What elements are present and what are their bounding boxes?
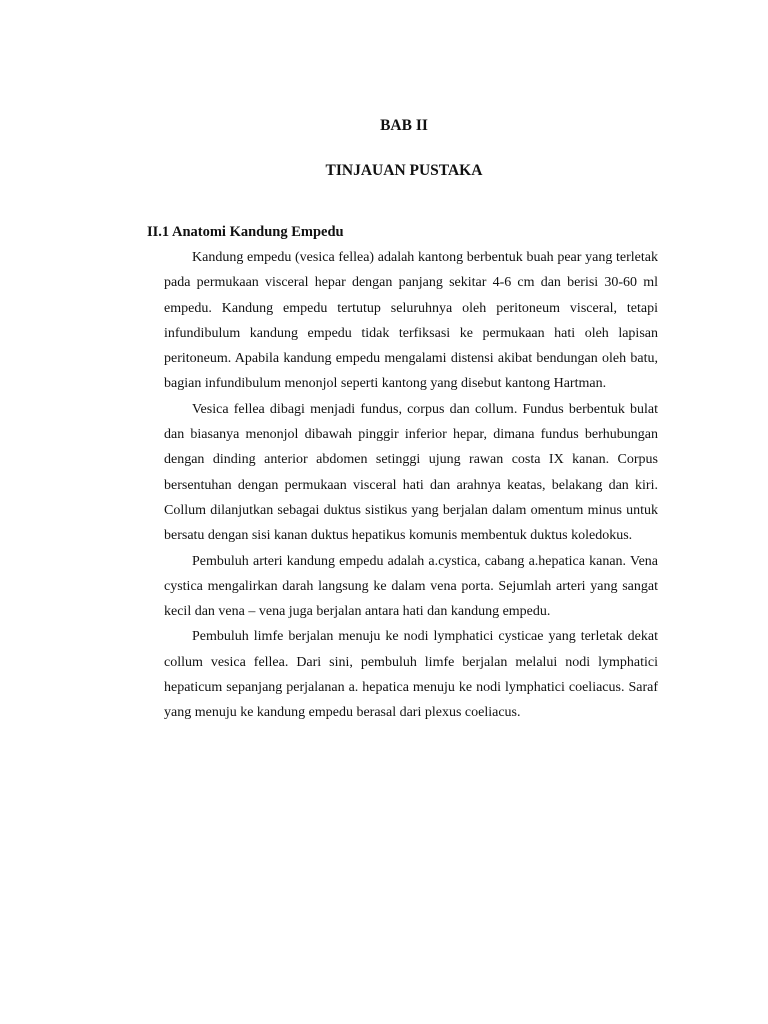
paragraph-3: Pembuluh arteri kandung empedu adalah a.cystica, cabang a.hepatica kanan. Vena cystica mengalirkan darah langsung ke dalam vena porta. Sejumlah arteri yang sangat kecil dan vena – vena juga berjalan antara hati dan kandung empedu. — [164, 553, 658, 620]
chapter-number: BAB II — [380, 117, 428, 134]
paragraph-1: Kandung empedu (vesica fellea) adalah kantong berbentuk buah pear yang terletak pada permukaan visceral hepar dengan panjang sekitar 4-6 cm dan berisi 30-60 ml empedu. Kandung empedu tertutup seluruhnya oleh peritoneum visceral, tetapi infundibulum kandung empedu tidak terfiksasi ke permukaan hati oleh lapisan peritoneum. Apabila kandung empedu mengalami distensi akibat bendungan oleh batu, bagian infundibulum menonjol seperti kantong yang disebut kantong Hartman. — [164, 250, 658, 392]
paragraph-2: Vesica fellea dibagi menjadi fundus, corpus dan collum. Fundus berbentuk bulat dan biasanya menonjol dibawah pinggir inferior hepar, dimana fundus berhubungan dengan dinding anterior abdomen setinggi ujung rawan costa IX kanan. Corpus bersentuhan dengan permukaan visceral hati dan arahnya keatas, belakang dan kiri. Collum dilanjutkan sebagai duktus sistikus yang berjalan dalam omentum minus untuk bersatu dengan sisi kanan duktus hepatikus komunis membentuk duktus koledokus. — [164, 401, 658, 544]
chapter-title: TINJAUAN PUSTAKA — [325, 162, 483, 179]
section-body — [164, 245, 658, 726]
section-heading: II.1 Anatomi Kandung Empedu — [147, 224, 344, 240]
paragraph-4: Pembuluh limfe berjalan menuju ke nodi lymphatici cysticae yang terletak dekat collum vesica fellea. Dari sini, pembuluh limfe berjalan melalui nodi lymphatici hepaticum sepanjang perjalanan a. hepatica menuju ke nodi lymphatici coeliacus. Saraf yang menuju ke kandung empedu berasal dari plexus coeliacus. — [164, 629, 658, 721]
